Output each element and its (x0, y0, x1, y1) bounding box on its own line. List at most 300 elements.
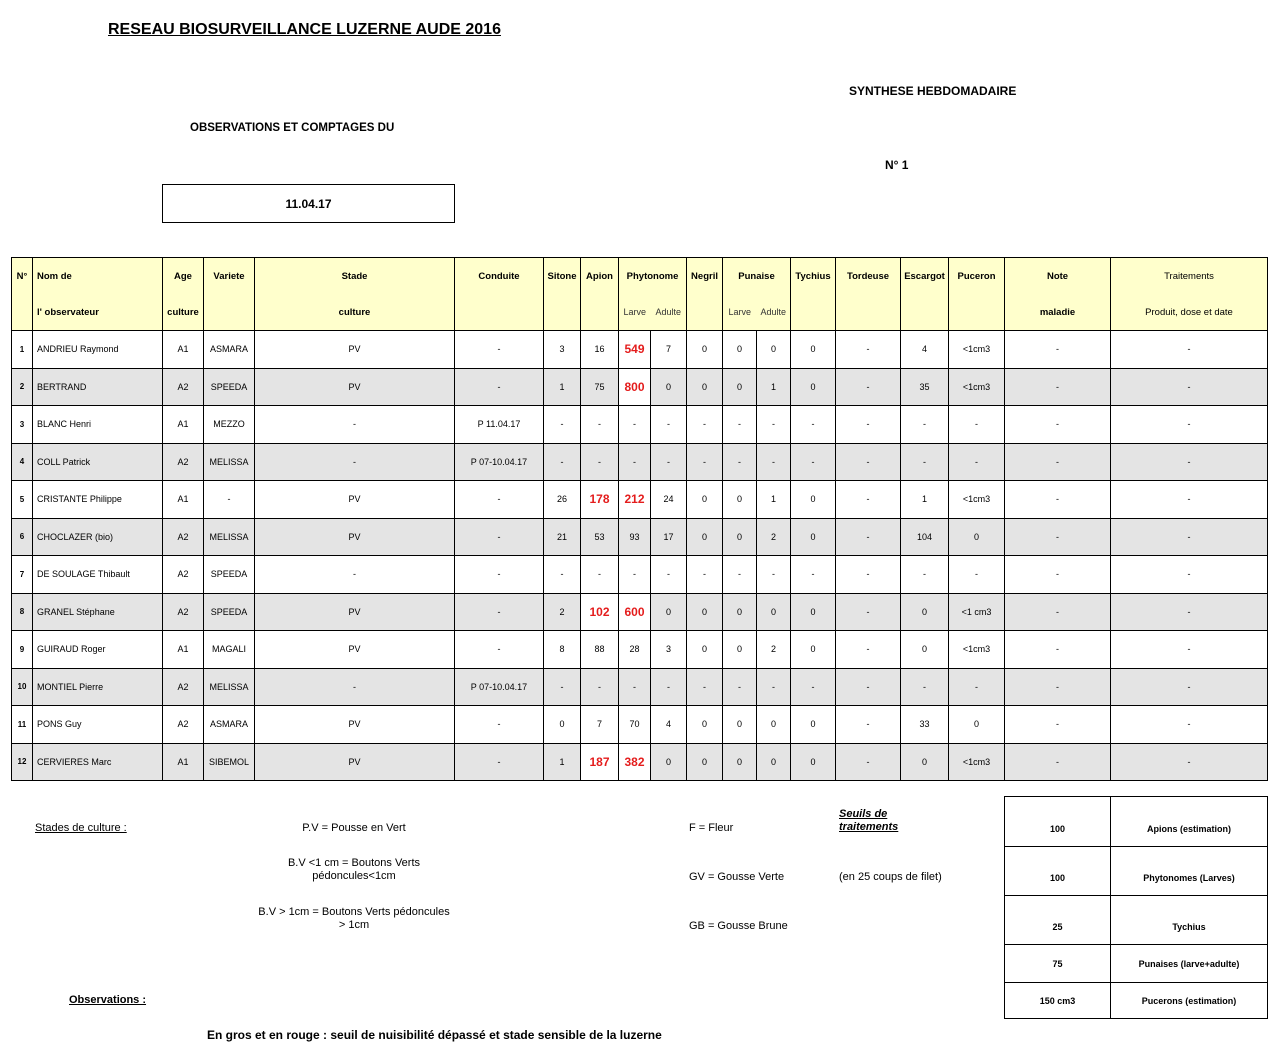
cell-nom: GRANEL Stéphane (33, 593, 163, 631)
cell-phyto-adulte: 0 (651, 743, 687, 781)
header-stade-sub: culture (255, 294, 455, 331)
cell-conduite: - (455, 481, 544, 519)
cell-punaise-adulte: 2 (757, 518, 791, 556)
cell-apion: 16 (581, 331, 619, 369)
cell-conduite: P 07-10.04.17 (455, 668, 544, 706)
cell-punaise-adulte: 2 (757, 631, 791, 669)
cell-escargot: 0 (901, 631, 949, 669)
cell-stade: - (255, 668, 455, 706)
cell-traitements: - (1111, 668, 1268, 706)
header-phytonome-adulte: Adulte (651, 294, 687, 331)
threshold-row (1005, 945, 1268, 983)
cell-tordeuse: - (836, 631, 901, 669)
cell-phyto-adulte: - (651, 668, 687, 706)
cell-phyto-adulte: 0 (651, 593, 687, 631)
cell-sitone: 2 (544, 593, 581, 631)
header-escargot: Escargot (901, 258, 949, 295)
cell-tychius: 0 (791, 481, 836, 519)
cell-apion: 187 (581, 743, 619, 781)
cell-sitone: - (544, 406, 581, 444)
cell-tychius: 0 (791, 631, 836, 669)
cell-puceron: <1cm3 (949, 331, 1005, 369)
cell-tordeuse: - (836, 368, 901, 406)
header-tordeuse: Tordeuse (836, 258, 901, 295)
cell-tychius: 0 (791, 518, 836, 556)
cell-negril: - (687, 406, 723, 444)
cell-variete: SPEEDA (204, 593, 255, 631)
cell-punaise-larve: 0 (723, 481, 757, 519)
cell-age: A2 (163, 443, 204, 481)
cell-negril: 0 (687, 593, 723, 631)
header-traitements: Traitements (1111, 258, 1268, 295)
legend-gv: GV = Gousse Verte (689, 871, 785, 883)
cell-puceron: - (949, 668, 1005, 706)
cell-variete: MAGALI (204, 631, 255, 669)
cell-traitements: - (1111, 331, 1268, 369)
cell-conduite: - (455, 331, 544, 369)
cell-apion: 178 (581, 481, 619, 519)
cell-age: A1 (163, 631, 204, 669)
header-phytonome: Phytonome (619, 258, 687, 295)
cell-age: A2 (163, 668, 204, 706)
cell-escargot: 1 (901, 481, 949, 519)
cell-negril: 0 (687, 518, 723, 556)
header-phytonome-larve: Larve (619, 294, 651, 331)
cell-punaise-larve: 0 (723, 631, 757, 669)
cell-escargot: - (901, 406, 949, 444)
header-note: Note (1005, 258, 1111, 295)
cell-phyto-larve: 93 (619, 518, 651, 556)
cell-variete: ASMARA (204, 331, 255, 369)
cell-variete: SIBEMOL (204, 743, 255, 781)
cell-phyto-adulte: 3 (651, 631, 687, 669)
cell-nom: BERTRAND (33, 368, 163, 406)
bulletin-number: N° 1 (885, 158, 909, 172)
cell-punaise-larve: 0 (723, 593, 757, 631)
cell-phyto-adulte: 24 (651, 481, 687, 519)
threshold-value: 25 (1005, 896, 1111, 945)
thresholds-table (1004, 796, 1268, 1019)
header-row-1 (12, 258, 1268, 295)
cell-nom: CERVIERES Marc (33, 743, 163, 781)
cell-punaise-larve: 0 (723, 368, 757, 406)
cell-sitone: - (544, 443, 581, 481)
cell-stade: - (255, 556, 455, 594)
cell-punaise-larve: - (723, 443, 757, 481)
cell-tychius: 0 (791, 593, 836, 631)
cell-note: - (1005, 518, 1111, 556)
legend-bv-gt: B.V > 1cm = Boutons Verts pédoncules > 1cm (258, 906, 450, 931)
cell-traitements: - (1111, 743, 1268, 781)
cell-negril: 0 (687, 481, 723, 519)
cell-phyto-adulte: - (651, 406, 687, 444)
cell-apion: - (581, 668, 619, 706)
table-row (12, 593, 1268, 631)
cell-stade: PV (255, 593, 455, 631)
cell-note: - (1005, 368, 1111, 406)
cell-phyto-larve: 549 (619, 331, 651, 369)
cell-tychius: - (791, 668, 836, 706)
cell-traitements: - (1111, 518, 1268, 556)
cell-sitone: 21 (544, 518, 581, 556)
cell-punaise-larve: 0 (723, 706, 757, 744)
cell-punaise-larve: 0 (723, 518, 757, 556)
header-conduite: Conduite (455, 258, 544, 295)
cell-conduite: - (455, 631, 544, 669)
cell-nom: BLANC Henri (33, 406, 163, 444)
cell-phyto-adulte: 0 (651, 368, 687, 406)
cell-age: A2 (163, 593, 204, 631)
cell-tychius: 0 (791, 743, 836, 781)
cell-nom: GUIRAUD Roger (33, 631, 163, 669)
header-punaise-larve: Larve (723, 294, 757, 331)
threshold-row (1005, 847, 1268, 896)
header-punaise-adulte: Adulte (757, 294, 791, 331)
date-value: 11.04.17 (285, 196, 332, 211)
cell-tordeuse: - (836, 668, 901, 706)
threshold-value: 100 (1005, 797, 1111, 847)
header-sitone-sub (544, 294, 581, 331)
cell-punaise-larve: - (723, 668, 757, 706)
cell-tordeuse: - (836, 406, 901, 444)
cell-puceron: - (949, 406, 1005, 444)
cell-puceron: 0 (949, 706, 1005, 744)
header-conduite-sub (455, 294, 544, 331)
cell-conduite: - (455, 556, 544, 594)
header-note-sub: maladie (1005, 294, 1111, 331)
cell-phyto-adulte: - (651, 443, 687, 481)
threshold-row (1005, 896, 1268, 945)
cell-punaise-adulte: 0 (757, 331, 791, 369)
cell-phyto-larve: - (619, 668, 651, 706)
cell-tychius: - (791, 443, 836, 481)
cell-puceron: <1cm3 (949, 743, 1005, 781)
cell-punaise-adulte: 1 (757, 481, 791, 519)
cell-punaise-larve: - (723, 406, 757, 444)
cell-tychius: - (791, 556, 836, 594)
cell-sitone: - (544, 668, 581, 706)
cell-apion: 7 (581, 706, 619, 744)
cell-variete: - (204, 481, 255, 519)
header-tordeuse-sub (836, 294, 901, 331)
cell-conduite: - (455, 518, 544, 556)
header-apion-sub (581, 294, 619, 331)
cell-traitements: - (1111, 481, 1268, 519)
cell-tordeuse: - (836, 556, 901, 594)
cell-stade: PV (255, 706, 455, 744)
cell-tordeuse: - (836, 593, 901, 631)
cell-traitements: - (1111, 593, 1268, 631)
cell-punaise-adulte: - (757, 406, 791, 444)
cell-variete: SPEEDA (204, 556, 255, 594)
cell-negril: 0 (687, 368, 723, 406)
cell-punaise-larve: 0 (723, 331, 757, 369)
threshold-label: Punaises (larve+adulte) (1111, 945, 1268, 983)
cell-nom: PONS Guy (33, 706, 163, 744)
cell-punaise-adulte: 1 (757, 368, 791, 406)
table-body (12, 331, 1268, 781)
cell-n: 7 (12, 556, 33, 594)
cell-puceron: <1cm3 (949, 368, 1005, 406)
header-puceron: Puceron (949, 258, 1005, 295)
cell-puceron: <1cm3 (949, 481, 1005, 519)
legend-gb: GB = Gousse Brune (689, 920, 788, 932)
cell-variete: SPEEDA (204, 368, 255, 406)
cell-sitone: 1 (544, 368, 581, 406)
cell-phyto-larve: 600 (619, 593, 651, 631)
page-title: RESEAU BIOSURVEILLANCE LUZERNE AUDE 2016 (108, 21, 501, 38)
cell-phyto-larve: 382 (619, 743, 651, 781)
cell-tordeuse: - (836, 518, 901, 556)
cell-sitone: 0 (544, 706, 581, 744)
cell-conduite: - (455, 368, 544, 406)
cell-phyto-adulte: - (651, 556, 687, 594)
stades-label: Stades de culture : (35, 822, 127, 834)
cell-variete: MELISSA (204, 443, 255, 481)
cell-variete: ASMARA (204, 706, 255, 744)
cell-traitements: - (1111, 631, 1268, 669)
header-nom-sub: l' observateur (33, 294, 163, 331)
cell-escargot: 0 (901, 743, 949, 781)
cell-n: 12 (12, 743, 33, 781)
cell-negril: 0 (687, 706, 723, 744)
table-row (12, 406, 1268, 444)
threshold-label: Pucerons (estimation) (1111, 983, 1268, 1019)
cell-punaise-adulte: 0 (757, 743, 791, 781)
cell-note: - (1005, 481, 1111, 519)
header-negril: Negril (687, 258, 723, 295)
cell-stade: PV (255, 631, 455, 669)
threshold-value: 150 cm3 (1005, 983, 1111, 1019)
cell-phyto-adulte: 17 (651, 518, 687, 556)
cell-n: 1 (12, 331, 33, 369)
cell-traitements: - (1111, 443, 1268, 481)
cell-n: 6 (12, 518, 33, 556)
cell-nom: COLL Patrick (33, 443, 163, 481)
cell-apion: - (581, 443, 619, 481)
legend-f: F = Fleur (689, 822, 734, 834)
cell-n: 8 (12, 593, 33, 631)
cell-puceron: <1cm3 (949, 631, 1005, 669)
header-row-2 (12, 294, 1268, 331)
cell-note: - (1005, 443, 1111, 481)
cell-tychius: 0 (791, 706, 836, 744)
cell-age: A2 (163, 706, 204, 744)
threshold-row (1005, 983, 1268, 1019)
cell-phyto-larve: 212 (619, 481, 651, 519)
header-traitements-sub: Produit, dose et date (1111, 294, 1268, 331)
observations-label: Observations : (69, 994, 147, 1006)
cell-escargot: 104 (901, 518, 949, 556)
cell-puceron: <1 cm3 (949, 593, 1005, 631)
cell-note: - (1005, 556, 1111, 594)
header-negril-sub (687, 294, 723, 331)
table-row (12, 743, 1268, 781)
table-row (12, 481, 1268, 519)
cell-stade: PV (255, 743, 455, 781)
header-age-sub: culture (163, 294, 204, 331)
cell-negril: - (687, 443, 723, 481)
cell-sitone: 26 (544, 481, 581, 519)
cell-nom: MONTIEL Pierre (33, 668, 163, 706)
header-variete: Variete (204, 258, 255, 295)
cell-phyto-larve: 70 (619, 706, 651, 744)
cell-puceron: - (949, 443, 1005, 481)
cell-stade: PV (255, 481, 455, 519)
cell-note: - (1005, 668, 1111, 706)
cell-tychius: 0 (791, 368, 836, 406)
cell-traitements: - (1111, 706, 1268, 744)
cell-n: 4 (12, 443, 33, 481)
threshold-value: 100 (1005, 847, 1111, 896)
cell-variete: MELISSA (204, 668, 255, 706)
cell-stade: PV (255, 368, 455, 406)
legend-pv: P.V = Pousse en Vert (302, 822, 406, 834)
cell-variete: MELISSA (204, 518, 255, 556)
cell-negril: - (687, 668, 723, 706)
cell-tychius: - (791, 406, 836, 444)
cell-variete: MEZZO (204, 406, 255, 444)
cell-note: - (1005, 406, 1111, 444)
cell-negril: 0 (687, 631, 723, 669)
header-n-sub (12, 294, 33, 331)
cell-escargot: - (901, 556, 949, 594)
cell-stade: PV (255, 331, 455, 369)
cell-escargot: - (901, 668, 949, 706)
header-variete-sub (204, 294, 255, 331)
header-age: Age (163, 258, 204, 295)
table-row (12, 331, 1268, 369)
cell-n: 5 (12, 481, 33, 519)
cell-conduite: P 11.04.17 (455, 406, 544, 444)
cell-stade: PV (255, 518, 455, 556)
cell-escargot: 4 (901, 331, 949, 369)
header-puceron-sub (949, 294, 1005, 331)
synthese-label: SYNTHESE HEBDOMADAIRE (849, 84, 1017, 98)
threshold-label: Phytonomes (Larves) (1111, 847, 1268, 896)
cell-punaise-adulte: 0 (757, 706, 791, 744)
cell-nom: CRISTANTE Philippe (33, 481, 163, 519)
cell-punaise-adulte: 0 (757, 593, 791, 631)
header-n: N° (12, 258, 33, 295)
cell-conduite: - (455, 706, 544, 744)
cell-stade: - (255, 406, 455, 444)
header-tychius-sub (791, 294, 836, 331)
cell-conduite: P 07-10.04.17 (455, 443, 544, 481)
cell-note: - (1005, 743, 1111, 781)
table-row (12, 556, 1268, 594)
cell-tordeuse: - (836, 331, 901, 369)
footnote: En gros et en rouge : seuil de nuisibilité dépassé et stade sensible de la luzerne (207, 1028, 662, 1042)
cell-tordeuse: - (836, 706, 901, 744)
cell-escargot: 33 (901, 706, 949, 744)
cell-phyto-larve: 28 (619, 631, 651, 669)
table-row (12, 631, 1268, 669)
cell-note: - (1005, 631, 1111, 669)
cell-note: - (1005, 331, 1111, 369)
cell-stade: - (255, 443, 455, 481)
cell-age: A1 (163, 481, 204, 519)
cell-apion: 102 (581, 593, 619, 631)
cell-negril: - (687, 556, 723, 594)
header-escargot-sub (901, 294, 949, 331)
seuils-note: (en 25 coups de filet) (839, 871, 942, 883)
cell-phyto-larve: - (619, 556, 651, 594)
cell-nom: CHOCLAZER (bio) (33, 518, 163, 556)
cell-apion: 75 (581, 368, 619, 406)
cell-puceron: - (949, 556, 1005, 594)
cell-n: 11 (12, 706, 33, 744)
header-tychius: Tychius (791, 258, 836, 295)
cell-tordeuse: - (836, 443, 901, 481)
cell-age: A2 (163, 368, 204, 406)
cell-nom: DE SOULAGE Thibault (33, 556, 163, 594)
cell-phyto-adulte: 4 (651, 706, 687, 744)
observations-du-label: OBSERVATIONS ET COMPTAGES DU (190, 122, 395, 134)
cell-phyto-larve: - (619, 443, 651, 481)
cell-sitone: - (544, 556, 581, 594)
table-row (12, 368, 1268, 406)
threshold-label: Tychius (1111, 896, 1268, 945)
cell-puceron: 0 (949, 518, 1005, 556)
cell-tordeuse: - (836, 481, 901, 519)
header-sitone: Sitone (544, 258, 581, 295)
header-apion: Apion (581, 258, 619, 295)
cell-nom: ANDRIEU Raymond (33, 331, 163, 369)
cell-conduite: - (455, 593, 544, 631)
date-box (162, 184, 455, 223)
cell-negril: 0 (687, 331, 723, 369)
cell-age: A2 (163, 556, 204, 594)
table-row (12, 443, 1268, 481)
cell-escargot: 0 (901, 593, 949, 631)
cell-traitements: - (1111, 368, 1268, 406)
cell-age: A1 (163, 743, 204, 781)
cell-conduite: - (455, 743, 544, 781)
seuils-label: Seuils de traitements (839, 808, 899, 833)
cell-phyto-adulte: 7 (651, 331, 687, 369)
cell-apion: - (581, 406, 619, 444)
threshold-label: Apions (estimation) (1111, 797, 1268, 847)
cell-n: 3 (12, 406, 33, 444)
cell-age: A2 (163, 518, 204, 556)
cell-note: - (1005, 706, 1111, 744)
cell-traitements: - (1111, 556, 1268, 594)
header-punaise: Punaise (723, 258, 791, 295)
cell-age: A1 (163, 331, 204, 369)
cell-sitone: 8 (544, 631, 581, 669)
cell-punaise-adulte: - (757, 668, 791, 706)
cell-punaise-adulte: - (757, 443, 791, 481)
cell-sitone: 3 (544, 331, 581, 369)
cell-note: - (1005, 593, 1111, 631)
cell-escargot: 35 (901, 368, 949, 406)
header-nom: Nom de (33, 258, 163, 295)
table-row (12, 706, 1268, 744)
cell-tordeuse: - (836, 743, 901, 781)
cell-apion: 88 (581, 631, 619, 669)
cell-sitone: 1 (544, 743, 581, 781)
cell-n: 2 (12, 368, 33, 406)
cell-phyto-larve: 800 (619, 368, 651, 406)
cell-n: 10 (12, 668, 33, 706)
legend-bv-lt: B.V <1 cm = Boutons Verts pédoncules<1cm (287, 857, 421, 882)
observations-table (11, 257, 1268, 781)
cell-escargot: - (901, 443, 949, 481)
cell-negril: 0 (687, 743, 723, 781)
cell-punaise-larve: - (723, 556, 757, 594)
table-row (12, 668, 1268, 706)
